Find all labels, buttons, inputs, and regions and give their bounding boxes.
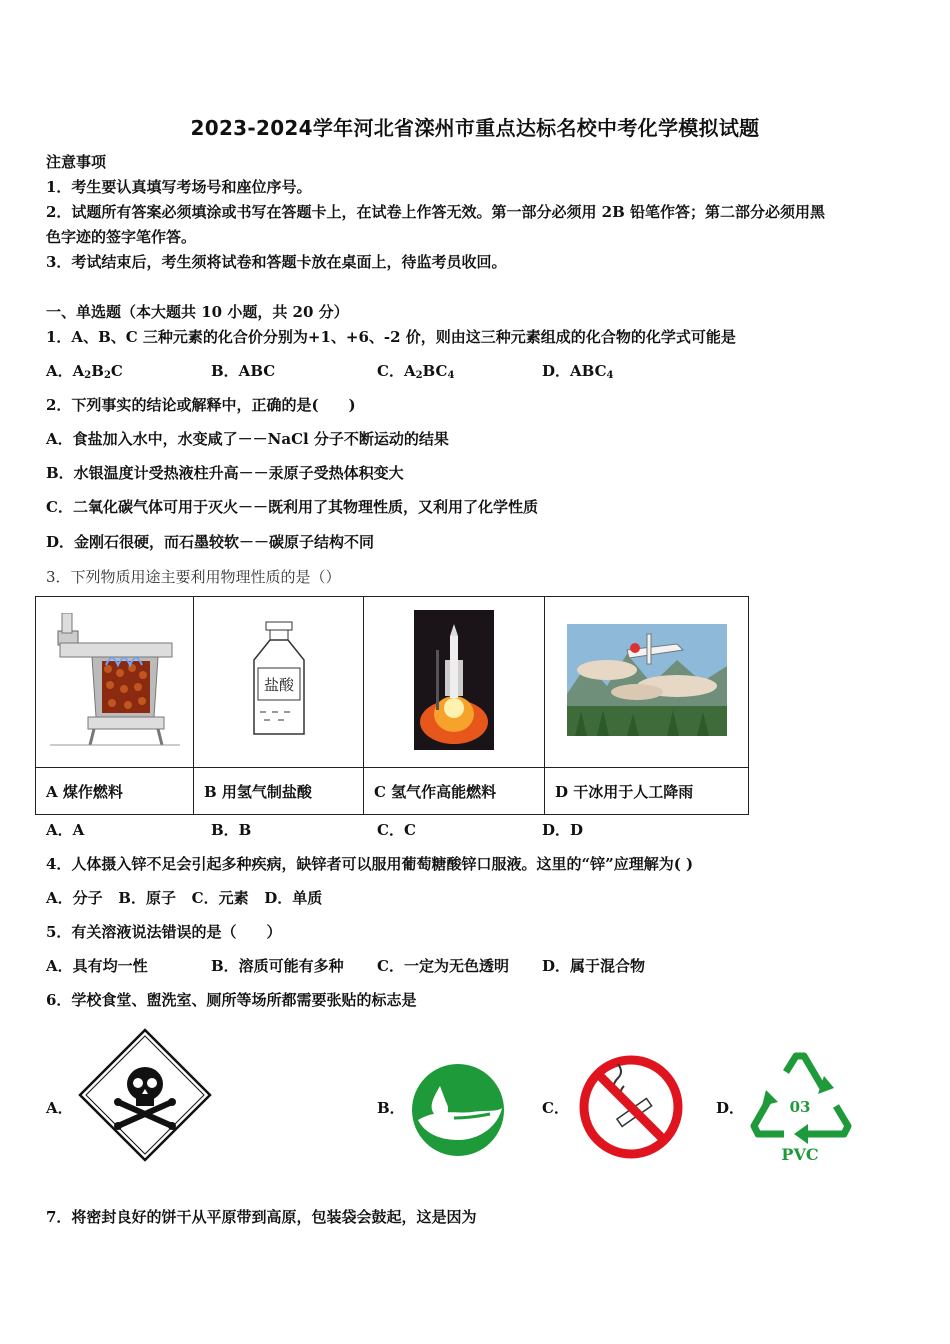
q2-option-d: D．金刚石很硬，而石墨较软－－碳原子结构不同 bbox=[46, 533, 375, 551]
question-7-stem: 7．将密封良好的饼干从平原带到高原，包装袋会鼓起，这是因为 bbox=[46, 1208, 477, 1226]
q5-option-d: D．属于混合物 bbox=[542, 957, 646, 975]
q3-option-b: B．B bbox=[211, 821, 252, 839]
rocket-launch-icon bbox=[414, 610, 494, 750]
water-saving-sign-icon bbox=[410, 1062, 506, 1158]
coal-stove-image bbox=[36, 597, 194, 768]
question-5-stem: 5．有关溶液说法错误的是（ ） bbox=[46, 923, 282, 941]
q2-option-b: B．水银温度计受热液柱升高－－汞原子受热体积变大 bbox=[46, 464, 404, 482]
notice-item: 3．考试结束后，考生须将试卷和答题卡放在桌面上，待监考员收回。 bbox=[46, 253, 507, 271]
recycle-pvc-icon bbox=[748, 1050, 852, 1164]
q3-caption-b: B 用氢气制盐酸 bbox=[194, 768, 364, 815]
q1-option-d: D．$ABC_4$ bbox=[542, 362, 614, 381]
notice-item: 1．考生要认真填写考场号和座位序号。 bbox=[46, 178, 312, 196]
svg-text:03: 03 bbox=[789, 1098, 811, 1116]
section-heading: 一、单选题（本大题共 10 小题，共 20 分） bbox=[46, 303, 349, 321]
q3-caption-d: D 干冰用于人工降雨 bbox=[545, 768, 749, 815]
q3-option-c: C．C bbox=[377, 821, 416, 839]
q3-option-d: D．D bbox=[542, 821, 584, 839]
no-smoking-sign-icon bbox=[576, 1052, 686, 1162]
q1-option-a: A．$A_2B_2C$ bbox=[46, 362, 123, 381]
q1-option-c: C．$A_2BC_4$ bbox=[377, 362, 455, 381]
q6-label-b: B． bbox=[377, 1099, 405, 1117]
svg-text:PVC: PVC bbox=[781, 1145, 819, 1164]
q2-option-c: C．二氧化碳气体可用于灭火－－既利用了其物理性质，又利用了化学性质 bbox=[46, 498, 538, 516]
page-title: 2023-2024学年河北省滦州市重点达标名校中考化学模拟试题 bbox=[190, 116, 760, 140]
q5-option-a: A．具有均一性 bbox=[46, 957, 148, 975]
question-3-stem: 3．下列物质用途主要利用物理性质的是（） bbox=[46, 568, 341, 586]
toxic-sign-icon bbox=[78, 1028, 212, 1162]
q3-caption-c: C 氢气作高能燃料 bbox=[364, 768, 545, 815]
svg-text:盐酸: 盐酸 bbox=[263, 676, 294, 694]
q3-option-a: A．A bbox=[46, 821, 85, 839]
reagent-bottle-icon bbox=[244, 620, 314, 740]
coal-stove-icon bbox=[50, 613, 180, 748]
question-2-stem: 2．下列事实的结论或解释中，正确的是( ) bbox=[46, 396, 356, 414]
q3-table bbox=[35, 596, 749, 815]
notice-item: 2．试题所有答案必须填涂或书写在答题卡上，在试卷上作答无效。第一部分必须用 2B 铅笔作答；第二部分必须用黑 bbox=[46, 203, 826, 221]
question-4-stem: 4．人体摄入锌不足会引起多种疾病，缺锌者可以服用葡萄糖酸锌口服液。这里的“锌”应理解为( ) bbox=[46, 855, 694, 873]
q6-label-c: C． bbox=[542, 1099, 569, 1117]
question-6-stem: 6．学校食堂、盥洗室、厕所等场所都需要张贴的标志是 bbox=[46, 991, 417, 1009]
rocket-image bbox=[364, 597, 545, 768]
q1-option-b: B．ABC bbox=[211, 362, 276, 380]
question-1-stem: 1．A、B、C 三种元素的化合价分别为+1、+6、-2 价，则由这三种元素组成的化合物的化学式可能是 bbox=[46, 328, 736, 346]
q6-label-d: D． bbox=[716, 1099, 745, 1117]
notice-item: 色字迹的签字笔作答。 bbox=[46, 228, 197, 246]
q5-option-b: B．溶质可能有多种 bbox=[211, 957, 344, 975]
airplane-clouds-icon bbox=[567, 624, 727, 736]
q5-option-c: C．一定为无色透明 bbox=[377, 957, 509, 975]
notice-heading: 注意事项 bbox=[46, 153, 107, 171]
q3-caption-a: A 煤作燃料 bbox=[36, 768, 194, 815]
q6-label-a: A． bbox=[46, 1099, 73, 1117]
q4-options: A．分子 B．原子 C．元素 D．单质 bbox=[46, 889, 323, 907]
bottle-image bbox=[194, 597, 364, 768]
q2-option-a: A．食盐加入水中，水变咸了－－NaCl 分子不断运动的结果 bbox=[46, 430, 449, 448]
cloud-seeding-image bbox=[545, 597, 749, 768]
